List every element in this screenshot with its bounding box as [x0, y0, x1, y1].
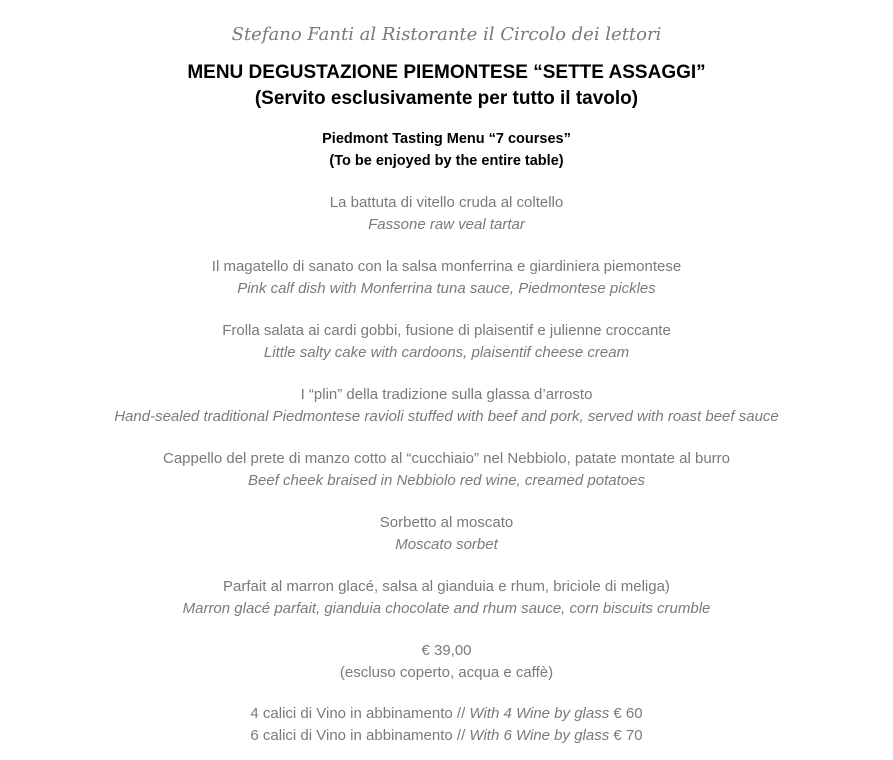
course-english: Beef cheek braised in Nebbiolo red wine, creamed potatoes: [248, 472, 645, 489]
wine-pairing: [0, 703, 893, 747]
course-english: Moscato sorbet: [395, 536, 498, 553]
course-english: Hand-sealed traditional Piedmontese ravioli stuffed with beef and pork, served with roast beef sauce: [114, 408, 779, 425]
course-4: [0, 384, 893, 428]
wine-english: With 6 Wine by glass: [469, 727, 610, 744]
wine-italian: 6 calici di Vino in abbinamento: [250, 727, 453, 744]
course-english: Pink calf dish with Monferrina tuna sauce, Piedmontese pickles: [237, 280, 656, 297]
wine-separator: //: [452, 727, 470, 744]
wine-option-6: [0, 725, 893, 747]
course-5: [0, 448, 893, 492]
wine-price: € 60: [609, 705, 643, 722]
menu-title-line1: MENU DEGUSTAZIONE PIEMONTESE “SETTE ASSAGGI”: [187, 62, 706, 83]
course-english: Little salty cake with cardoons, plaisentif cheese cream: [263, 344, 630, 361]
menu-title: [0, 60, 893, 112]
course-italian: Cappello del prete di manzo cotto al “cucchiaio” nel Nebbiolo, patate montate al burro: [163, 450, 730, 467]
course-italian: La battuta di vitello cruda al coltello: [329, 194, 564, 211]
wine-separator: //: [452, 705, 470, 722]
menu-title-line2: (Servito esclusivamente per tutto il tavolo): [254, 88, 639, 109]
price-amount: € 39,00: [421, 642, 472, 659]
course-italian: I “plin” della tradizione sulla glassa d’arrosto: [300, 386, 593, 403]
course-english: Marron glacé parfait, gianduia chocolate and rhum sauce, corn biscuits crumble: [182, 600, 711, 617]
menu-title-english: [0, 128, 893, 172]
price-block: [0, 640, 893, 684]
menu-title-english-line2: (To be enjoyed by the entire table): [329, 153, 564, 169]
course-2: [0, 256, 893, 300]
restaurant-name: Stefano Fanti al Ristorante il Circolo dei lettori: [231, 24, 662, 45]
wine-option-4: [0, 703, 893, 725]
course-italian: Parfait al marron glacé, salsa al gianduia e rhum, briciole di meliga): [223, 578, 670, 595]
course-italian: Frolla salata ai cardi gobbi, fusione di plaisentif e julienne croccante: [222, 322, 671, 339]
course-7: [0, 576, 893, 620]
wine-english: With 4 Wine by glass: [469, 705, 610, 722]
price-note: (escluso coperto, acqua e caffè): [339, 664, 554, 681]
course-english: Fassone raw veal tartar: [368, 216, 525, 233]
wine-italian: 4 calici di Vino in abbinamento: [250, 705, 453, 722]
course-6: [0, 512, 893, 556]
course-1: [0, 192, 893, 236]
wine-price: € 70: [609, 727, 643, 744]
menu-title-english-line1: Piedmont Tasting Menu “7 courses”: [322, 131, 571, 147]
course-italian: Il magatello di sanato con la salsa monferrina e giardiniera piemontese: [211, 258, 682, 275]
course-italian: Sorbetto al moscato: [379, 514, 514, 531]
course-3: [0, 320, 893, 364]
